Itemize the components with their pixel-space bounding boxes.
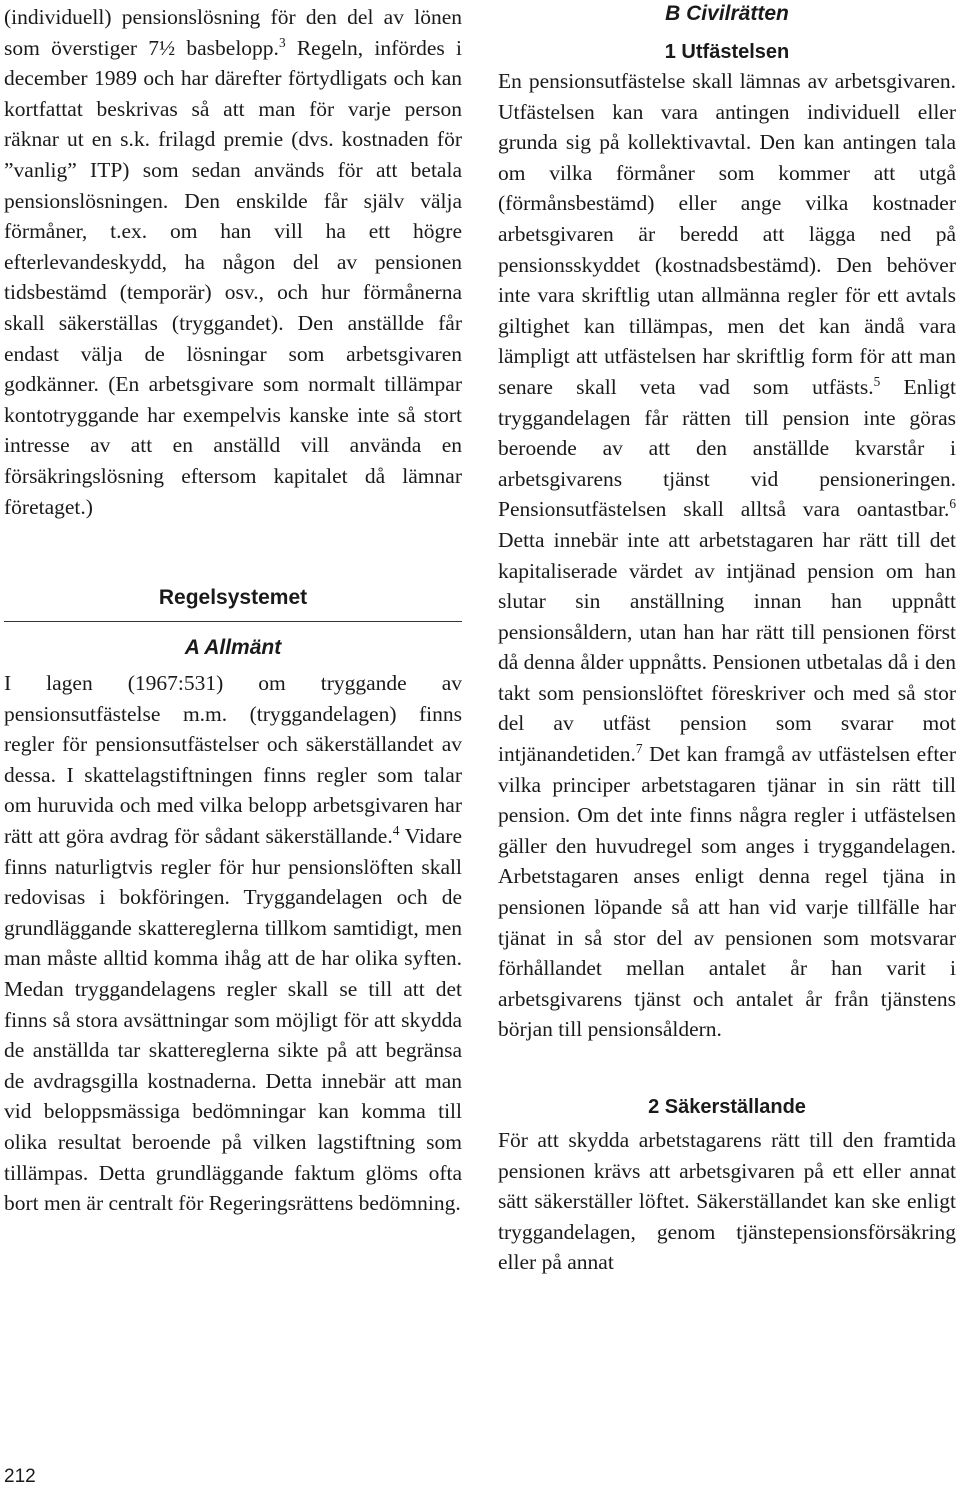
footnote-ref[interactable]: 6 (949, 496, 956, 512)
section-heading-civilratten: B Civilrätten (665, 2, 789, 25)
text-run: (individuell) pensionslösning för den del av lönen som överstiger 7½ basbelopp. (4, 5, 462, 60)
footnote-ref[interactable]: 5 (873, 373, 881, 389)
intro-paragraph (4, 0, 462, 522)
subheading-sakerstallande: 2 Säkerställande (648, 1096, 806, 1118)
footnote-ref[interactable]: 7 (635, 740, 643, 756)
footnote-ref[interactable]: 4 (392, 822, 400, 838)
text-run: Det kan framgå av utfästelsen efter vilka principer arbetstagaren tjänar in sin rätt till pension. Om det inte finns några regler i utfästelsen gäller den huvudregel som anges i tryggandelagen. Arbetstagaren anses enligt denna regel tjäna in pensionen löpande så att han vid varje tillfälle har tjänat in så stor del av pensionen som motsvarar förhållandet mellan antalet år han varit i arbetsgivarens tjänst och antalet år från tjänstens början till pensionsåldern. (498, 742, 956, 1042)
text-run: En pensionsutfästelse skall lämnas av arbetsgivaren. Utfästelsen kan vara antingen individuell eller grunda sig på kollektivavtal. Den kan antingen tala om vilka förmåner som kommer att utgå (förmånsbestämd) eller ange vilka kostnader arbetsgivaren är beredd att lägga ned på pensionsskyddet (kostnadsbestämd). Den behöver inte vara skriftlig utan allmänna regler för ett avtals giltighet kan tillämpas, men det kan ändå vara lämpligt att utfästelsen har skriftlig form för att man senare skall veta vad som utfästs. (498, 69, 956, 399)
section-heading-regelsystemet: Regelsystemet (158, 586, 308, 610)
subheading-utfastelsen: 1 Utfästelsen (664, 41, 790, 63)
footnote-ref[interactable]: 3 (278, 34, 286, 50)
left-column (4, 0, 462, 1219)
body-paragraph: För att skydda arbetstagarens rätt till den framtida pensionen krävs att arbetsgivaren på ett eller annat sätt säkerställer löftet. Säkerställandet kan ske enligt tryggandelagen, genom tjänstepensionsförsäkring eller på annat (498, 1128, 956, 1275)
body-paragraph (498, 66, 956, 1045)
text-run: Regeln, infördes i december 1989 och har därefter förtydligats och kan kortfattat beskrivas så att man för varje person räknar ut en s.k. frilagd premie (dvs. kostnaden för ”vanlig” ITP) som sedan används för att betala pensionslösningen. Den enskilde får själv välja förmåner, t.ex. om han vill ha ett högre efterlevandeskydd, ha någon del av pensionen tidsbestämd (temporär) osv., och hur förmånerna skall säkerställas (tryggandet). Den anställde får endast välja de lösningar som arbetsgivaren godkänner. (En arbetsgivare som normalt tillämpar kontotryggande har exempelvis kanske inte så stort intresse av att en anställd vill använda en försäkringslösning eftersom kapitalet då lämnar företaget.) (4, 35, 462, 519)
body-paragraph (4, 668, 462, 1219)
section-heading-allmant: A Allmänt (184, 636, 282, 660)
text-run: Enligt tryggandelagen får rätten till pension inte göras beroende av att den anställde kvarstår i arbetsgivarens tjänst vid pensioneringen. Pensionsutfästelsen skall alltså vara oantastbar. (498, 374, 956, 522)
text-run: Vidare finns naturligtvis regler för hur pensionslöften skall redovisas i bokföringen. Tryggandelagen och de grundläggande skattereglerna tillkom samtidigt, men man måste alltid komma ihåg att de har olika syften. Medan tryggandelagens regler skall se till att det finns så stora avsättningar som möjligt för att skydda de anställda tar skattereglerna sikte på att begränsa de avdragsgilla kostnaderna. Detta innebär att man vid beloppsmässiga bedömningar kan komma till olika resultat beroende på vilken lagstiftning som tillämpas. Detta grundläggande faktum glöms ofta bort men är centralt för Regeringsrättens bedömning. (4, 824, 462, 1216)
right-column (498, 0, 956, 1278)
text-run: Detta innebär inte att arbetstagaren har rätt till det kapitaliserade värdet av intjänad pension om han slutar sin anställning innan han uppnått pensionsåldern, utan han har rätt till pensionen först då denna ålder uppnåtts. Pensionen utbetalas då i den takt som pensionslöftet föreskriver och med så stor del av utfäst pension som svarar mot intjänandetiden. (498, 527, 956, 767)
text-run: I lagen (1967:531) om tryggande av pensionsutfästelse m.m. (tryggandelagen) finns regler för pensionsutfästelser och säkerställandet av dessa. I skattelagstiftningen finns regler som talar om huruvida och med vilka belopp arbetsgivaren har rätt att göra avdrag för sådant säkerställande. (4, 671, 462, 849)
page-number: 212 (4, 1466, 36, 1487)
